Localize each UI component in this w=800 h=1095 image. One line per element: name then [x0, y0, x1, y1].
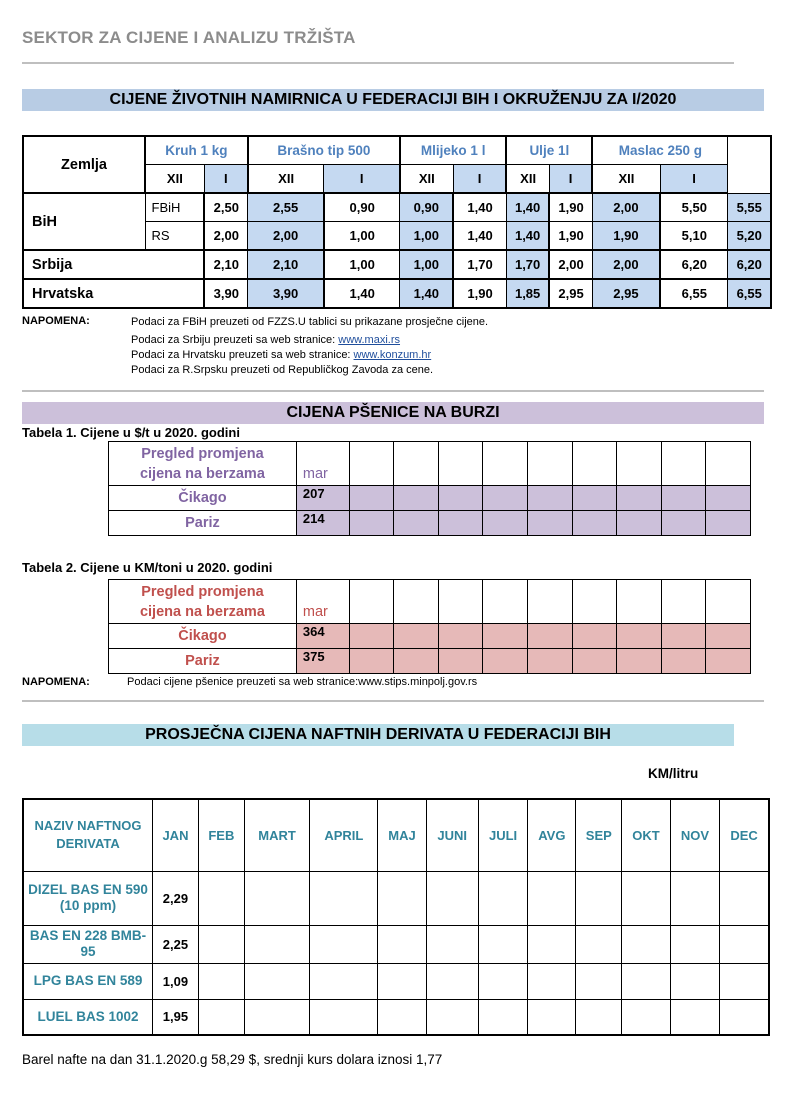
- price-cell: 5,20: [728, 222, 771, 251]
- price-cell: 0,90: [324, 193, 400, 222]
- empty-price-cell: [483, 511, 528, 536]
- price-cell: 2,00: [592, 250, 660, 279]
- fuel-name-header: NAZIV NAFTNOG DERIVATA: [23, 799, 153, 871]
- price-cell: 1,90: [453, 279, 506, 308]
- product-header: Kruh 1 kg: [145, 136, 248, 165]
- note-label: NAPOMENA:: [22, 315, 90, 327]
- food-prices-table: [22, 135, 772, 309]
- wheat-km-table: [108, 579, 751, 674]
- month-header: JUNI: [426, 799, 478, 871]
- empty-price-cell: [670, 871, 720, 925]
- sub-region-label: FBiH: [145, 193, 204, 222]
- empty-price-cell: [527, 486, 572, 511]
- empty-month-cell: [349, 580, 394, 624]
- empty-price-cell: [483, 486, 528, 511]
- empty-price-cell: [438, 486, 483, 511]
- empty-price-cell: [349, 624, 394, 649]
- price-cell: 207: [296, 486, 349, 511]
- empty-price-cell: [244, 871, 310, 925]
- empty-price-cell: [310, 963, 378, 999]
- empty-price-cell: [617, 624, 662, 649]
- empty-month-cell: [438, 580, 483, 624]
- empty-price-cell: [378, 871, 426, 925]
- row-header: Pregled promjena cijena na berzama: [109, 580, 297, 624]
- empty-price-cell: [394, 486, 439, 511]
- maxi-link[interactable]: www.maxi.rs: [338, 334, 401, 346]
- section-divider: [22, 390, 764, 392]
- country-column-header: Zemlja: [23, 136, 145, 193]
- exchange-label: Čikago: [109, 624, 297, 649]
- price-cell: 1,95: [153, 999, 199, 1035]
- price-cell: 1,40: [324, 279, 400, 308]
- empty-price-cell: [720, 963, 769, 999]
- month-header: I: [204, 165, 248, 194]
- price-cell: 2,25: [153, 925, 199, 963]
- empty-price-cell: [310, 925, 378, 963]
- empty-price-cell: [670, 925, 720, 963]
- product-header: Maslac 250 g: [592, 136, 728, 165]
- konzum-link[interactable]: www.konzum.hr: [353, 349, 432, 361]
- empty-month-cell: [394, 580, 439, 624]
- empty-price-cell: [349, 486, 394, 511]
- price-cell: 2,10: [248, 250, 324, 279]
- empty-price-cell: [622, 999, 670, 1035]
- price-cell: 1,00: [400, 222, 453, 251]
- empty-price-cell: [394, 624, 439, 649]
- empty-price-cell: [198, 963, 244, 999]
- table-row: [109, 486, 751, 511]
- empty-price-cell: [244, 963, 310, 999]
- sub-region-label: RS: [145, 222, 204, 251]
- empty-price-cell: [198, 925, 244, 963]
- month-header: APRIL: [310, 799, 378, 871]
- empty-price-cell: [478, 999, 528, 1035]
- unit-label: KM/litru: [648, 766, 699, 781]
- price-cell: 2,10: [204, 250, 248, 279]
- price-cell: 2,00: [204, 222, 248, 251]
- empty-price-cell: [349, 511, 394, 536]
- table-row: [23, 250, 771, 279]
- price-cell: 2,55: [248, 193, 324, 222]
- price-cell: 1,90: [549, 193, 592, 222]
- empty-price-cell: [438, 649, 483, 674]
- note-line: Podaci za Hrvatsku preuzeti sa web stranice: www.konzum.hr: [131, 349, 432, 361]
- empty-price-cell: [394, 649, 439, 674]
- price-cell: 3,90: [248, 279, 324, 308]
- price-cell: 1,85: [506, 279, 549, 308]
- table-row: [23, 193, 771, 222]
- price-cell: 2,29: [153, 871, 199, 925]
- price-cell: 1,40: [400, 279, 453, 308]
- empty-price-cell: [438, 624, 483, 649]
- month-header: XII: [400, 165, 453, 194]
- empty-price-cell: [661, 486, 706, 511]
- empty-month-cell: [661, 580, 706, 624]
- empty-price-cell: [426, 999, 478, 1035]
- empty-price-cell: [483, 624, 528, 649]
- month-header: MART: [244, 799, 310, 871]
- empty-month-cell: [527, 442, 572, 486]
- price-cell: 5,55: [728, 193, 771, 222]
- price-cell: 3,90: [204, 279, 248, 308]
- price-cell: 1,00: [324, 250, 400, 279]
- price-cell: 0,90: [400, 193, 453, 222]
- exchange-label: Pariz: [109, 649, 297, 674]
- price-cell: 6,20: [660, 250, 728, 279]
- price-cell: 214: [296, 511, 349, 536]
- wheat-usd-table: [108, 441, 751, 536]
- empty-price-cell: [527, 624, 572, 649]
- price-cell: 2,95: [592, 279, 660, 308]
- price-cell: 1,40: [453, 222, 506, 251]
- month-header: OKT: [622, 799, 670, 871]
- note-line: Podaci za Srbiju preuzeti sa web stranice: www.maxi.rs: [131, 334, 401, 346]
- empty-price-cell: [426, 871, 478, 925]
- empty-price-cell: [576, 871, 622, 925]
- product-header: Ulje 1l: [506, 136, 592, 165]
- empty-price-cell: [706, 649, 751, 674]
- empty-price-cell: [572, 511, 617, 536]
- price-cell: 1,90: [592, 222, 660, 251]
- empty-price-cell: [426, 925, 478, 963]
- price-cell: 1,70: [506, 250, 549, 279]
- empty-month-cell: [572, 580, 617, 624]
- empty-price-cell: [478, 871, 528, 925]
- fuel-name: DIZEL BAS EN 590 (10 ppm): [23, 871, 153, 925]
- empty-price-cell: [661, 649, 706, 674]
- fuel-prices-table: [22, 798, 770, 1036]
- wheat-note-label: NAPOMENA:: [22, 676, 90, 688]
- section-banner-food-prices: CIJENE ŽIVOTNIH NAMIRNICA U FEDERACIJI BIH I OKRUŽENJU ZA I/2020: [22, 89, 764, 111]
- month-header: NOV: [670, 799, 720, 871]
- empty-price-cell: [706, 486, 751, 511]
- country-label: Hrvatska: [23, 279, 204, 308]
- price-cell: 5,10: [660, 222, 728, 251]
- empty-price-cell: [349, 649, 394, 674]
- empty-price-cell: [378, 925, 426, 963]
- empty-price-cell: [528, 999, 576, 1035]
- empty-month-cell: [706, 442, 751, 486]
- empty-price-cell: [572, 486, 617, 511]
- empty-price-cell: [661, 511, 706, 536]
- empty-price-cell: [426, 963, 478, 999]
- month-header: I: [453, 165, 506, 194]
- wheat-note: Podaci cijene pšenice preuzeti sa web stranice:www.stips.minpolj.gov.rs: [127, 676, 478, 688]
- empty-price-cell: [478, 925, 528, 963]
- empty-month-cell: [483, 442, 528, 486]
- table-row: [23, 925, 769, 963]
- row-header: Pregled promjena cijena na berzama: [109, 442, 297, 486]
- empty-month-cell: [661, 442, 706, 486]
- table1-caption: Tabela 1. Cijene u $/t u 2020. godini: [22, 425, 240, 440]
- empty-price-cell: [617, 511, 662, 536]
- empty-month-cell: [706, 580, 751, 624]
- fuel-name: BAS EN 228 BMB-95: [23, 925, 153, 963]
- empty-price-cell: [572, 624, 617, 649]
- price-cell: 1,09: [153, 963, 199, 999]
- empty-price-cell: [244, 925, 310, 963]
- price-cell: 375: [296, 649, 349, 674]
- month-header: MAJ: [378, 799, 426, 871]
- empty-price-cell: [198, 999, 244, 1035]
- price-cell: 1,00: [324, 222, 400, 251]
- month-header: mar: [296, 442, 349, 486]
- exchange-label: Čikago: [109, 486, 297, 511]
- empty-price-cell: [617, 649, 662, 674]
- empty-price-cell: [572, 649, 617, 674]
- empty-price-cell: [378, 999, 426, 1035]
- empty-month-cell: [349, 442, 394, 486]
- price-cell: 1,40: [506, 193, 549, 222]
- price-cell: 2,50: [204, 193, 248, 222]
- table-row: [109, 511, 751, 536]
- empty-price-cell: [622, 963, 670, 999]
- empty-month-cell: [483, 580, 528, 624]
- empty-price-cell: [244, 999, 310, 1035]
- month-header: I: [549, 165, 592, 194]
- price-cell: 5,50: [660, 193, 728, 222]
- empty-price-cell: [528, 871, 576, 925]
- empty-price-cell: [622, 925, 670, 963]
- empty-price-cell: [528, 963, 576, 999]
- empty-price-cell: [706, 624, 751, 649]
- product-header: Brašno tip 500: [248, 136, 400, 165]
- month-header: JAN: [153, 799, 199, 871]
- empty-month-cell: [527, 580, 572, 624]
- empty-price-cell: [483, 649, 528, 674]
- price-cell: 2,00: [248, 222, 324, 251]
- month-header: I: [660, 165, 728, 194]
- empty-price-cell: [720, 871, 769, 925]
- table-row: [23, 963, 769, 999]
- price-cell: 6,55: [728, 279, 771, 308]
- table-row: [109, 624, 751, 649]
- month-header: I: [324, 165, 400, 194]
- month-header: SEP: [576, 799, 622, 871]
- table-row: [23, 999, 769, 1035]
- empty-price-cell: [720, 925, 769, 963]
- empty-price-cell: [661, 624, 706, 649]
- empty-price-cell: [576, 999, 622, 1035]
- table2-caption: Tabela 2. Cijene u KM/toni u 2020. godini: [22, 560, 273, 575]
- price-cell: 1,40: [506, 222, 549, 251]
- month-header: mar: [296, 580, 349, 624]
- month-header: XII: [248, 165, 324, 194]
- empty-price-cell: [478, 963, 528, 999]
- empty-price-cell: [394, 511, 439, 536]
- empty-month-cell: [617, 580, 662, 624]
- empty-month-cell: [394, 442, 439, 486]
- price-cell: 1,00: [400, 250, 453, 279]
- price-cell: 2,00: [549, 250, 592, 279]
- price-cell: 1,90: [549, 222, 592, 251]
- fuel-name: LUEL BAS 1002: [23, 999, 153, 1035]
- empty-month-cell: [617, 442, 662, 486]
- month-header: DEC: [720, 799, 769, 871]
- section-banner-wheat: CIJENA PŠENICE NA BURZI: [22, 402, 764, 424]
- price-cell: 1,70: [453, 250, 506, 279]
- header-divider: [22, 62, 734, 64]
- empty-price-cell: [622, 871, 670, 925]
- page-header-title: SEKTOR ZA CIJENE I ANALIZU TRŽIŠTA: [22, 28, 356, 47]
- month-header: XII: [506, 165, 549, 194]
- price-cell: 2,95: [549, 279, 592, 308]
- footer-note: Barel nafte na dan 31.1.2020.g 58,29 $, srednji kurs dolara iznosi 1,77: [22, 1052, 443, 1067]
- exchange-label: Pariz: [109, 511, 297, 536]
- empty-price-cell: [706, 511, 751, 536]
- empty-price-cell: [576, 963, 622, 999]
- section-divider: [22, 700, 764, 702]
- empty-price-cell: [576, 925, 622, 963]
- month-header: XII: [145, 165, 204, 194]
- table-row: [109, 649, 751, 674]
- empty-price-cell: [528, 925, 576, 963]
- empty-price-cell: [527, 649, 572, 674]
- table-row: [23, 279, 771, 308]
- price-cell: 2,00: [592, 193, 660, 222]
- price-cell: 6,20: [728, 250, 771, 279]
- empty-price-cell: [720, 999, 769, 1035]
- empty-price-cell: [617, 486, 662, 511]
- section-banner-fuel: PROSJEČNA CIJENA NAFTNIH DERIVATA U FEDERACIJI BIH: [22, 724, 734, 746]
- country-label: BiH: [23, 193, 145, 250]
- price-cell: 6,55: [660, 279, 728, 308]
- empty-price-cell: [378, 963, 426, 999]
- month-header: XII: [592, 165, 660, 194]
- month-header: JULI: [478, 799, 528, 871]
- empty-price-cell: [670, 999, 720, 1035]
- note-line: Podaci za FBiH preuzeti od FZZS.U tablici su prikazane prosječne cijene.: [131, 316, 489, 328]
- month-header: AVG: [528, 799, 576, 871]
- empty-month-cell: [438, 442, 483, 486]
- empty-month-cell: [572, 442, 617, 486]
- empty-price-cell: [310, 871, 378, 925]
- empty-price-cell: [198, 871, 244, 925]
- empty-price-cell: [670, 963, 720, 999]
- product-header: Mlijeko 1 l: [400, 136, 506, 165]
- fuel-name: LPG BAS EN 589: [23, 963, 153, 999]
- price-cell: 364: [296, 624, 349, 649]
- country-label: Srbija: [23, 250, 204, 279]
- note-line: Podaci za R.Srpsku preuzeti od Republičkog Zavoda za cene.: [131, 364, 434, 376]
- price-cell: 1,40: [453, 193, 506, 222]
- empty-price-cell: [310, 999, 378, 1035]
- empty-price-cell: [527, 511, 572, 536]
- empty-price-cell: [438, 511, 483, 536]
- month-header: FEB: [198, 799, 244, 871]
- table-row: [23, 871, 769, 925]
